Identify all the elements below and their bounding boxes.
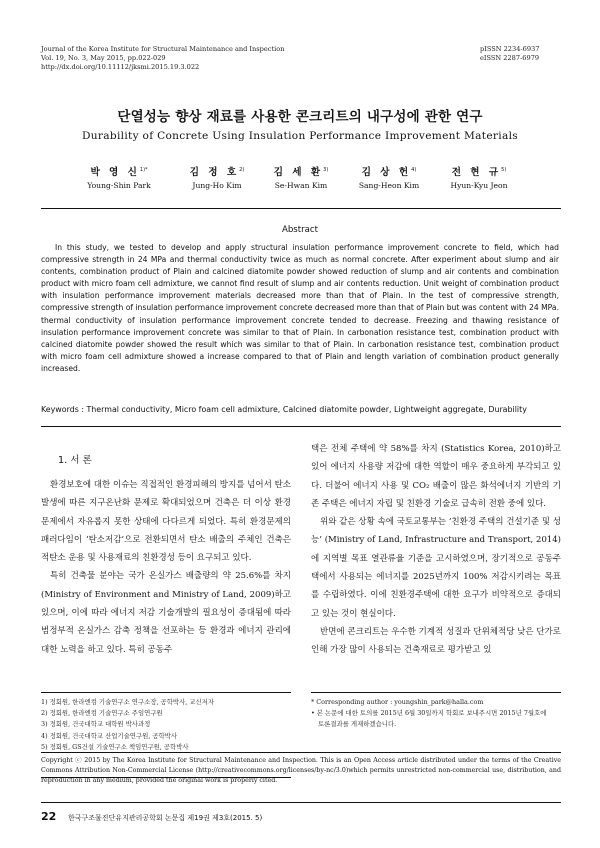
correspondence-footnotes bbox=[311, 697, 563, 731]
paragraph: 위와 같은 상황 속에 국토교통부는 ‘친환경 주택의 건설기준 및 성능’ (Ministry of Land, Infrastructure and Transport, 2014)에 지역별 목표 열관류율 기준을 고시하였으며, 장기적으로 공동주택에서 사용되는 에너지를 2025년까지 100% 저감시키려는 목표를 수립하였다. 이에 친환경주택에 대한 요구가 비약적으로 증대되고 있는 것이 현실이다. bbox=[311, 517, 561, 619]
footnote-item: 3) 정회원, 건국대학교 대학원 박사과정 bbox=[41, 720, 151, 729]
footnote-item: 5) 정회원, GS건설 기술연구소 책임연구원, 공학박사 bbox=[41, 742, 189, 751]
footnote-item: 1) 정회원, 한라엔컴 기술연구소 연구소장, 공학박사, 교신저자 bbox=[41, 698, 215, 706]
author-1 bbox=[64, 164, 174, 190]
author-affil-sup: 1)* bbox=[139, 166, 148, 173]
journal-footer: 한국구조물진단유지관리공학회 논문집 제19권 제3호(2015. 5) bbox=[68, 814, 263, 822]
author-name-ko: 김 정 호 bbox=[189, 167, 240, 178]
keywords: Keywords : Thermal conductivity, Micro foam cell admixture, Calcined diatomite powder, Lightweight aggregate, Durability bbox=[41, 405, 527, 414]
doi-link[interactable]: http://dx.doi.org/10.11112/jksmi.2015.19.3.022 bbox=[41, 63, 200, 71]
author-name-ko: 김 세 환 bbox=[273, 167, 324, 178]
divider-top bbox=[41, 208, 561, 209]
journal-name: Journal of the Korea Institute for Structural Maintenance and Inspection bbox=[41, 45, 285, 53]
discussion-note-cont: 토론결과를 게재하겠습니다. bbox=[318, 720, 397, 729]
author-affil-sup: 5) bbox=[501, 166, 507, 173]
title-english: Durability of Concrete Using Insulation Performance Improvement Materials bbox=[81, 130, 519, 142]
divider-license bbox=[41, 752, 561, 753]
abstract-heading: Abstract bbox=[281, 225, 319, 235]
divider-abstract bbox=[41, 426, 561, 427]
section-title: 1. 서 론 bbox=[58, 455, 92, 466]
divider-footer bbox=[41, 802, 561, 803]
corresponding-author: * Corresponding author : youngshin_park@halla.com bbox=[311, 698, 484, 706]
author-name-en: Sang-Heon Kim bbox=[358, 181, 420, 190]
author-name-ko: 김 상 헌 bbox=[361, 167, 412, 178]
page-number: 22 bbox=[41, 810, 57, 823]
author-affil-sup: 2) bbox=[239, 166, 245, 173]
author-affil-sup: 3) bbox=[323, 166, 329, 173]
paragraph: 특히 건축물 분야는 국가 온실가스 배출량의 약 25.6%를 차지 (Ministry of Environment and Ministry of Land, 2009)하고 있으며, 이에 따라 에너지 저감 기술개발의 필요성이 증대됨에 따라 범정부적 온실가스 감축 정책을 선포하는 등 환경과 에너지 관리에 대한 노력을 하고 있다. 특히 공동주 bbox=[41, 571, 291, 655]
footnote-item: 2) 정회원, 한라엔컴 기술연구소 주임연구원 bbox=[41, 709, 163, 718]
author-name-ko: 박 영 신 bbox=[90, 167, 140, 178]
abstract-text: In this study, we tested to develop and apply structural insulation performance improvement concrete to field, which had compressive strength in 24 MPa and thermal conductivity twice as much as normal concrete. After experiment about slump and air contents, combination product of Plain and calcined diatomite powder showed reduction of slump and air contents and combination product with micro foam cell admixture, we cannot find result of slump and air contents reduction. Unit weight of combination product with insulation performance improvement materials decreased more than that of Plain. In the test of compressive strength, compressive strength of insulation performance improvement concrete decreased more than that of Plain but was content with 24 MPa. thermal conductivity of insulation performance improvement concrete tended to decrease. Freezing and thawing resistance of insulation performance improvement concrete was similar to that of Plain. In carbonation resistance test, combination product with calcined diatomite powder showed the result which was similar to that of Plain. In carbonation resistance test, combination product with micro foam cell admixture showed a increase compared to that of Plain and length variation of combination product generally increased. bbox=[41, 243, 559, 373]
footnote-rule-right-visible bbox=[311, 692, 561, 693]
paragraph: 택은 전체 주택에 약 58%를 차지 (Statistics Korea, 2010)하고 있어 에너지 사용량 저감에 대한 역할이 매우 중요하게 부각되고 있다. 더불어 에너지 사용 및 CO₂ 배출이 많은 화석에너지 기반의 기존 주택은 에너지 자립 및 친환경 기술로 급속히 전환 중에 있다. bbox=[311, 444, 561, 509]
author-name-en: Se-Hwan Kim bbox=[274, 181, 328, 190]
footnote-item: 4) 정회원, 건국대학교 산업기술연구원, 공학박사 bbox=[41, 731, 178, 740]
issn-block bbox=[480, 45, 560, 63]
title-korean: 단열성능 향상 재료를 사용한 콘크리트의 내구성에 관한 연구 bbox=[117, 109, 483, 125]
author-name-en: Young-Shin Park bbox=[87, 181, 151, 190]
eissn: eISSN 2287-6979 bbox=[480, 54, 540, 62]
author-name-en: Hyun-Kyu Jeon bbox=[450, 181, 508, 190]
pissn: pISSN 2234-6937 bbox=[480, 45, 540, 53]
license-text: Copyright ⓒ 2015 by The Korea Institute for Structural Maintenance and Inspection. This is an Open Access article distributed under the terms of the Creative Commons Attribution Non-Commercial License (http://creativecommons.org/licenses/by-nc/3.0)which permits unrestricted non-commercial use, distribution, and reproduction in any medium, provided the original work is properly cited. bbox=[41, 757, 561, 785]
footnote-rule-left-visible bbox=[41, 692, 291, 693]
journal-header bbox=[41, 45, 284, 72]
paragraph: 반면에 콘크리트는 우수한 기계적 성질과 단위체적당 낮은 단가로 인해 가장 많이 사용되는 건축재료로 평가받고 있 bbox=[311, 626, 561, 656]
author-name-ko: 전 현 규 bbox=[451, 167, 502, 178]
author-5 bbox=[424, 164, 534, 190]
paragraph: 환경보호에 대한 이슈는 직접적인 환경피해의 방지를 넘어서 탄소발생에 따른 지구온난화 문제로 확대되었으며 건축은 더 이상 환경문제에서 자유롭지 못한 상태에 다다르게 되었다. 특히 환경문제의 패러다임이 ‘탄소저감’으로 전환되면서 탄소 배출의 주체인 건축은 적탄소 운용 및 사용재료의 친환경성 등이 요구되고 있다. bbox=[41, 480, 291, 564]
body-column-left bbox=[41, 476, 291, 659]
volume-line: Vol. 19, No. 3, May 2015, pp.022-029 bbox=[41, 54, 166, 62]
author-name-en: Jung-Ho Kim bbox=[192, 181, 242, 190]
discussion-note: • 본 논문에 대한 토의를 2015년 6월 30일까지 학회로 보내주시면 2015년 7월호에 bbox=[311, 709, 547, 718]
affiliation-footnotes bbox=[41, 697, 291, 753]
author-affil-sup: 4) bbox=[411, 166, 417, 173]
body-column-right bbox=[311, 440, 561, 660]
